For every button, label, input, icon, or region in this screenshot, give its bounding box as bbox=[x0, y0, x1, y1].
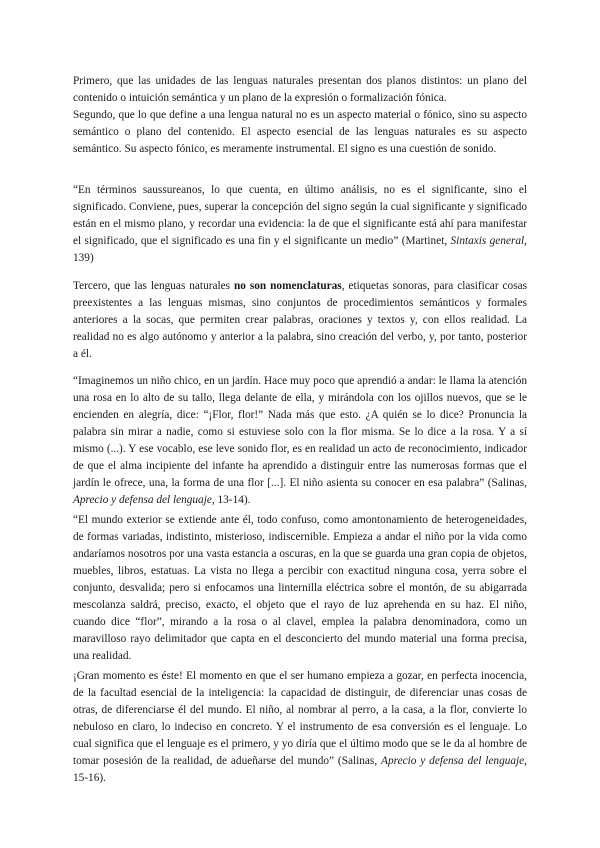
paragraph-primero: Primero, que las unidades de las lenguas naturales presentan dos planos distintos: un plano del contenido o intuición semántica y un plano de la expresión o formalización fónica. bbox=[73, 75, 527, 104]
quote-martinet-ref: , 139) bbox=[73, 235, 527, 264]
quote-salinas-3-text: ¡Gran momento es éste! El momento en que el ser humano empieza a gozar, en perfecta inocencia, de la facultad esencial de la inteligencia: la capacidad de distinguir, de diferenciar unas cosas de otras, de diferenciarse él del mundo. El niño, al nombrar al perro, a la casa, a la flor, convierte lo nebuloso en claro, lo indeciso en concreto. Y el instrumento de esa conversión es el lenguaje. Lo cual significa que el lenguaje es el primero, y yo diría que el último modo que se le da al hombre de tomar posesión de la realidad, de adueñarse del mundo” (Salinas, bbox=[73, 670, 527, 767]
quote-martinet-text: “En términos saussureanos, lo que cuenta, en último análisis, no es el significante, sino el significado. Conviene, pues, superar la concepción del signo según la cual significante y significado están en el mismo plano, y recordar una evidencia: la de que el significante está ahí para manifestar el significado, que el significado es una fin y el significante un medio” (Martinet, bbox=[73, 184, 527, 247]
quote-salinas-3-title: Aprecio y defensa del lenguaje bbox=[381, 755, 525, 767]
paragraph-segundo: Segundo, que lo que define a una lengua natural no es un aspecto material o fónico, sino su aspecto semántico o plano del contenido. El aspecto esencial de las lenguas naturales es su aspecto semántico. Su aspecto fónico, es meramente instrumental. El signo es una cuestión de sonido. bbox=[73, 109, 527, 155]
paragraph-tercero-after: , etiquetas sonoras, para clasificar cosas preexistentes a las lenguas mismas, sino conjuntos de procedimientos semánticos y formales anteriores a la socas, que permiten crear palabras, oraciones y textos y, con ellos realidad. La realidad no es algo autónomo y anterior a la palabra, sino creación del verbo, y, por tanto, posterior a él. bbox=[73, 280, 527, 360]
text-section-3 bbox=[73, 278, 527, 363]
quote-salinas-2: “El mundo exterior se extiende ante él, todo confuso, como amontonamiento de heterogeneidades, de formas variadas, indistinto, misterioso, indiscernible. Empieza a andar el niño por la vida como andaríamos nosotros por una vasta estancia a oscuras, en la que se guarda una gran copia de objetos, muebles, libros, estatuas. La vista no llega a percibir con exactitud ninguna cosa, yerra sobre el conjunto, desvalida; pero si enfocamos una linternilla eléctrica sobre el montón, de su abigarrada mescolanza saldrá, preciso, exacto, el objeto que el rayo de luz aprehenda en su haz. El niño, cuando dice “flor”, mirando a la rosa o al clavel, emplea la palabra denominadora, como un maravilloso rayo delimitador que capta en el desconcierto del mundo material una forma precisa, una realidad. bbox=[73, 514, 527, 662]
quote-salinas-3 bbox=[73, 668, 527, 787]
paragraph-tercero-emphasis: no son nomenclaturas bbox=[234, 280, 342, 292]
quote-salinas-3-ref: , 15-16). bbox=[73, 755, 527, 784]
quote-salinas-1-ref: 13-14). bbox=[214, 494, 251, 506]
paragraph-tercero bbox=[73, 278, 527, 363]
paragraph-tercero-before: Tercero, que las lenguas naturales bbox=[73, 280, 234, 292]
text-section-4 bbox=[73, 373, 527, 787]
quote-salinas-1-title: Aprecio y defensa del lenguaje, bbox=[73, 494, 215, 506]
quote-martinet-title: Sintaxis general bbox=[450, 235, 525, 247]
quote-martinet bbox=[73, 182, 527, 267]
quote-salinas-1 bbox=[73, 373, 527, 509]
quote-salinas-1-text: “Imaginemos un niño chico, en un jardín. Hace muy poco que aprendió a andar: le llama la atención una rosa en lo alto de su tallo, llega delante de ella, y mirándola con los ojillos nuevos, que se le encienden en alegría, dice: “¡Flor, flor!” Nada más que esto. ¿A quién se lo dice? Pronuncia la palabra sin mirar a nadie, como si estuviese solo con la flor misma. Se lo dice a la rosa. Y a sí mismo (...). Y ese vocablo, ese leve sonido flor, es en realidad un acto de reconocimiento, indicador de que el alma incipiente del infante ha aprendido a distinguir entre las numerosas formas que el jardín le ofrece, una, la forma de una flor [...]. El niño asienta su conocer en esa palabra” (Salinas, bbox=[73, 375, 527, 489]
text-section-1 bbox=[73, 73, 527, 158]
text-section-2 bbox=[73, 182, 527, 267]
